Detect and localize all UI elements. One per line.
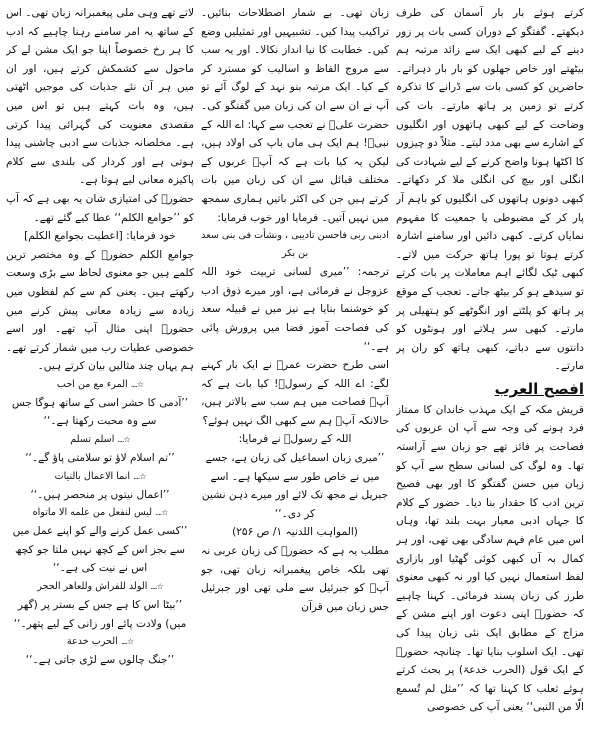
- paragraph: زبان تھی۔ بے شمار اصطلاحات بنائیں۔ تراکیب پیدا کیں۔ تشبیہیں اور تمثیلیں وضع کیں۔ خطابت کا نیا انداز نکالا۔ اور یہ سب سے مروج الفاظ و اسالیب کو مسترد کر کے کیا۔ ایک مرتبہ بنو نہد کے لوگ آئے تو آپ نے ان سے ان کی زبان میں گفتگو کی۔ حضرت علیؓ نے تعجب سے کہا: اے اللہ کے نبیؐ! ہم ایک ہی ماں باپ کی اولاد ہیں، لیکن یہ کیا بات ہے کہ آپؐ عربوں کے مختلف قبائل سے ان کی زبان میں بات کرتے ہیں جن کی اکثر باتیں ہماری سمجھ میں نہیں آتیں۔ فرمایا اور خوب فرمایا:: [201, 7, 389, 224]
- hadith-arabic-text: اسلم تسلم: [70, 434, 115, 446]
- hadith-translation: ’’آدمی کا حشر اسی کے ساتھ ہوگا جس سے وہ محبت رکھتا ہے۔‘‘: [11, 396, 189, 428]
- paragraph: کرتے ہوئے بار بار آسمان کی طرف دیکھتے۔ گفتگو کے دوران کسی بات پر زور دینے کے لیے کبھی ایک سے زائد مرتبہ ہم بیٹھتے اور خاص جھلوں کو بار بار دہراتے۔ حاضرین کو کسی بات سے ڈرانے کا تذکرہ کرتے تو زمین پر ہاتھ مارتے۔ بات کی وضاحت کے لیے کبھی ہاتھوں اور انگلیوں کے اشارے سے بھی مدد لیتے۔ مثلاً دو چیزوں کا اکٹھا ہونا واضح کرنے کے لیے شہادت کی انگلی اور بیچ کی انگلی ملا کر دکھاتے۔ کبھی دونوں ہاتھوں کی انگلیوں کو باہم آر پار کر کے مضبوطی یا جمعیت کا مفہوم نمایاں کرتے۔ کبھی دائیں اور سامنے اشارہ کرتے ہوتا تو پورا ہاتھ حرکت میں لاتے۔ کبھی ٹیک لگائے اہم معاملات پر بات کرتے تو سیدھے ہو کر بیٹھ جاتے۔ تعجب کے موقع پر ہاتھ کو پلٹتے اور انگوٹھے کو ہتھیلی پر مارتے۔ کبھی سر ہلاتے اور ہونٹوں کو دانتوں سے دباتے، کبھی ہاتھ کو ران پر مارتے۔: [396, 7, 584, 373]
- hadith-arabic-text: الولد للفراش وللعاهر الحجر: [37, 581, 148, 593]
- hadith-list: [6, 376, 194, 670]
- paragraph: لاتے تھے وہی ملی پیغمبرانہ زبان تھی۔ اس کے ساتھ یہ امر سامنے رہنا چاہیے کہ ادب کا ہر رخ خصوصاً اپنا جو ایک مشن لے کر ماحول سے کشمکش کرتے ہیں، اور ان میں ہر آن نئے جذبات کی موجیں اٹھتی ہیں، وہ بات کہتے ہیں تو اس میں مقصدی معنویت کی گہرائی پیدا کرتی ہے۔ مخلصانہ جذبات سے ادبی چاشنی پیدا ہوتی ہے اور کردار کی بلندی سے کلام پاکیزہ معانی لیے ہوتا ہے۔: [6, 7, 194, 187]
- hadith-arabic-text: المرء مع من احب: [56, 378, 128, 390]
- paragraph: حضورؐ کی امتیازی شان یہ بھی ہے کہ آپ کو ’’جوامع الکلم‘‘ عطا کیے گئے تھے۔: [6, 192, 194, 224]
- quotation: ’’میری زبان اسماعیل کی زبان ہے، جسے میں نے خاص طور سے سیکھا ہے۔ اسے جبریل نے مجھ تک لائے اور میرے ذہن نشین کر دی۔‘‘: [201, 452, 389, 520]
- hadith-arabic: [6, 504, 194, 522]
- star-bullet-icon: ☆....: [117, 435, 130, 445]
- hadith-arabic: [6, 578, 194, 596]
- hadith-arabic: [6, 431, 194, 449]
- reference: (المواہب اللدنیہ ۱/ ص ۲۵۶): [232, 526, 358, 539]
- section-heading: افصح العرب: [494, 379, 584, 398]
- star-bullet-icon: ☆....: [150, 582, 163, 592]
- column-middle: [201, 4, 389, 741]
- hadith-arabic: [6, 376, 194, 394]
- paragraph: قریش مکہ کے ایک مہذب خاندان کا ممتاز فرد ہونے کی وجہ سے آپ ان عربوں کی فصاحت پر فائز تھے جو زبان سے آراستہ تھا۔ وہ لوگ کی لسانی سطح سے آپ کو زبان میں حسن گفتگو کا اور بھی فصیح ترین ادب کا حقدار بنا دیا۔ حضور کے کلام کا جہاں ادبی معیار بہت بلند تھا، وہاں اس میں عام فہم سادگی بھی تھی، اور ہر کمال بہ آں کبھی کوئی گھٹیا اور بازاری لفظ استعمال نہیں کیا اور نہ کبھی معنوی طرز کی زبان پسند فرمائی۔ کہنا چاہیے کہ حضورؐ اپنی دعوت اور اپنے مشن کے مزاج کے مطابق ایک نئی زبان پیدا کی تھی۔ ایک اسلوب بنایا تھا۔ چنانچہ حضورؐ کے ایک قول (الحرب خدعۃ) پر بحث کرتے ہوئے ثعلب کا کہنا تھا کہ ’’مثل لم تُسمع الّا من النبی‘‘ یعنی آپ کی خصوصی: [396, 403, 584, 714]
- hadith-arabic-text: انما الاعمال بالنیات: [54, 470, 131, 482]
- paragraph: ترجمہ: ’’میری لسانی تربیت خود اللہ عزوجل نے فرمائی ہے، اور میرے ذوق ادب کو خوشنما بنایا ہے نیز میں نے قبیلہ سعد کی فصاحت آموز فضا میں پرورش پائی ہے۔‘‘: [201, 266, 389, 353]
- hadith-arabic-text: الحرب خدعة: [66, 636, 118, 648]
- hadith-arabic: [6, 468, 194, 486]
- star-bullet-icon: ☆....: [155, 508, 168, 518]
- star-bullet-icon: ☆....: [120, 637, 134, 647]
- paragraph: خود فرمایا: [اعطیت بجوامع الکلم]: [24, 230, 176, 243]
- hadith-translation: ’’اعمال نیتوں پر منحصر ہیں۔‘‘: [30, 488, 170, 501]
- hadith-translation: ’’کسی عمل کرنے والے کو اپنے عمل میں سے بجز اس کے کچھ نہیں ملتا جو کچھ اس نے نیت کی ہے۔‘‘: [12, 525, 188, 575]
- paragraph: اللہ کے رسولؐ نے فرمایا:: [238, 433, 352, 446]
- paragraph: اسی طرح حضرت عمرؓ نے ایک بار کہنے لگے: اے اللہ کے رسولؐ! کیا بات ہے کہ آپؐ فصاحت میں ہم سب سے بالاتر ہیں، حالانکہ آپؐ ہم سے کبھی الگ نہیں ہوئے؟: [201, 359, 389, 427]
- star-bullet-icon: ☆....: [130, 379, 144, 389]
- column-right: [396, 4, 584, 741]
- hadith-arabic-text: لیس لنفعل من علمه الا ماتواه: [32, 507, 153, 519]
- paragraph: جوامع الکلم حضورؐ کے وہ مختصر ترین کلمے ہیں جو معنوی لحاظ سے بڑی وسعت رکھتے ہیں۔ یعنی کم سے کم لفظوں میں زیادہ سے زیادہ معانی پیش کرنے میں حضورؐ اپنی مثال آپ تھے۔ اور اسے خصوصی عطیات رب میں شمار کرتے تھے۔ ہم یہاں چند مثالیں بیان کرتے ہیں۔: [6, 248, 194, 373]
- paragraph: مطلب یہ ہے کہ حضورؐ کی زبان عربی نہ تھی بلکہ خاص پیغمبرانہ زبان تھی، جو آپؐ کو جبرئیل سے ملی تھی اور جبرئیل جس زبان میں قرآن: [201, 545, 389, 613]
- hadith-translation: ’’تم اسلام لاؤ تو سلامتی پاؤ گے۔‘‘: [25, 452, 175, 465]
- star-bullet-icon: ☆....: [133, 471, 146, 481]
- column-left: [6, 4, 194, 741]
- hadith-translation: ’’جنگ چالوں سے لڑی جاتی ہے۔‘‘: [25, 654, 175, 667]
- hadith-arabic: [6, 633, 194, 651]
- arabic-quote: ادبنی ربی فاحسن تادیبی ، ونشأت فی بنی سعد بن بکر: [201, 230, 389, 260]
- hadith-translation: ’’بیٹا اس کا ہے جس کے بستر پر (گھر میں) ولادت پائے اور زانی کے لیے پتھر۔‘‘: [13, 599, 187, 630]
